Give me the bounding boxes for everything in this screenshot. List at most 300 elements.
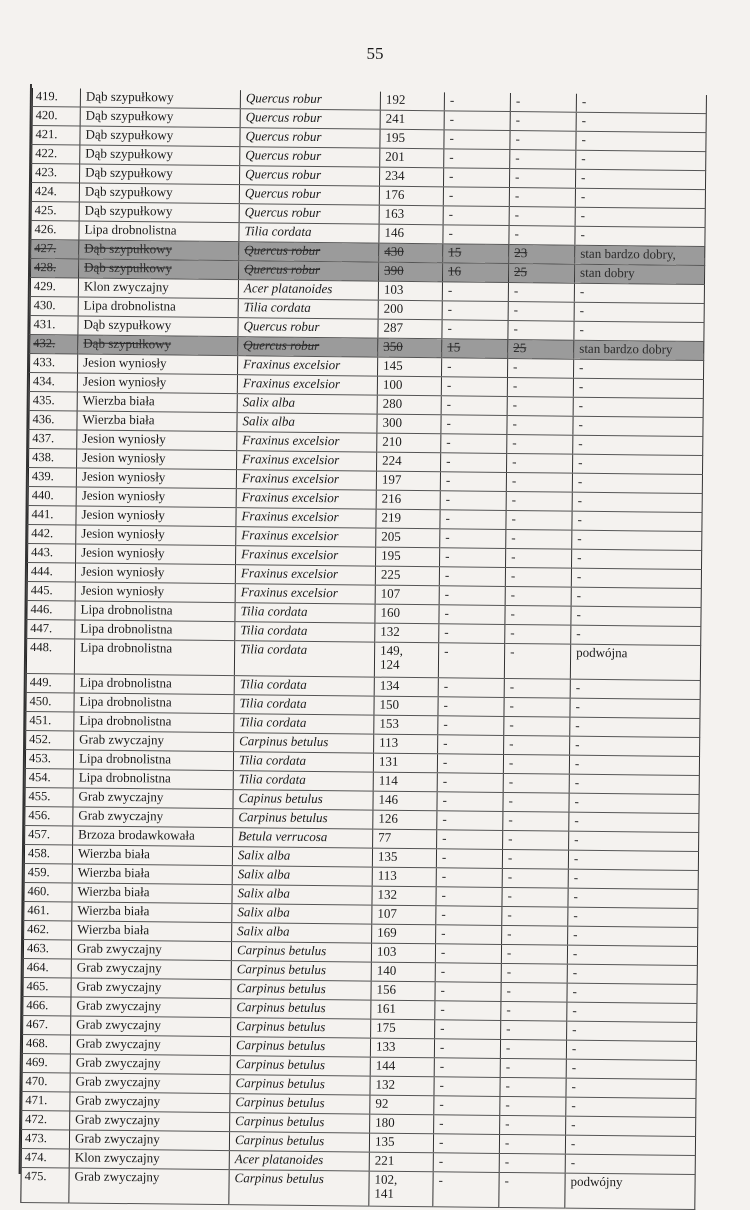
tree-name-latin: Salix alba bbox=[232, 866, 372, 886]
tree-height: - bbox=[438, 735, 504, 755]
tree-height: - bbox=[440, 529, 506, 549]
trunk-circumference: 300 bbox=[377, 414, 441, 434]
trunk-circumference: 77 bbox=[373, 829, 437, 849]
crown-diameter: - bbox=[507, 434, 573, 454]
crown-diameter: - bbox=[507, 377, 573, 397]
tree-condition-note: - bbox=[573, 435, 703, 455]
tree-number: 437. bbox=[29, 429, 77, 449]
tree-name-polish: Grab zwyczajny bbox=[73, 807, 233, 828]
tree-height: 15 bbox=[443, 244, 509, 264]
tree-name-polish: Lipa drobnolistna bbox=[78, 297, 238, 318]
trunk-circumference: 103 bbox=[378, 281, 442, 301]
tree-name-polish: Grab zwyczajny bbox=[74, 731, 234, 752]
tree-name-polish: Dąb szypułkowy bbox=[80, 126, 240, 147]
tree-name-polish: Jesion wyniosły bbox=[77, 449, 237, 470]
tree-number: 439. bbox=[28, 467, 76, 487]
tree-name-latin: Quercus robur bbox=[239, 242, 379, 262]
tree-condition-note: - bbox=[566, 1097, 696, 1117]
tree-number: 428. bbox=[31, 258, 79, 278]
crown-diameter: - bbox=[506, 529, 572, 549]
trunk-circumference: 131 bbox=[373, 753, 437, 773]
tree-condition-note: - bbox=[569, 831, 699, 851]
tree-number: 449. bbox=[26, 673, 74, 693]
tree-name-latin: Fraxinus excelsior bbox=[237, 375, 377, 395]
tree-height: 15 bbox=[442, 339, 508, 359]
tree-condition-note: - bbox=[571, 625, 701, 645]
tree-name-polish: Jesion wyniosły bbox=[76, 506, 236, 527]
tree-name-polish: Dąb szypułkowy bbox=[79, 240, 239, 261]
trunk-circumference: 92 bbox=[370, 1095, 434, 1115]
tree-condition-note: - bbox=[572, 473, 702, 493]
tree-condition-note: - bbox=[576, 94, 706, 114]
tree-name-latin: Fraxinus excelsior bbox=[236, 470, 376, 490]
tree-height: - bbox=[434, 1058, 500, 1078]
tree-name-latin: Carpinus betulus bbox=[231, 1018, 371, 1038]
tree-number: 434. bbox=[29, 372, 77, 392]
tree-height: - bbox=[440, 472, 506, 492]
tree-name-latin: Quercus robur bbox=[239, 185, 379, 205]
tree-name-polish: Dąb szypułkowy bbox=[78, 335, 238, 356]
tree-height: - bbox=[435, 982, 501, 1002]
trunk-circumference: 219 bbox=[376, 509, 440, 529]
crown-diameter: - bbox=[506, 491, 572, 511]
tree-condition-note: stan bardzo dobry, bbox=[575, 245, 705, 265]
trunk-circumference: 241 bbox=[380, 110, 444, 130]
crown-diameter: - bbox=[499, 1134, 565, 1154]
tree-number: 435. bbox=[29, 391, 77, 411]
trunk-circumference: 145 bbox=[378, 357, 442, 377]
tree-number: 468. bbox=[22, 1034, 70, 1054]
trunk-circumference: 169 bbox=[372, 924, 436, 944]
tree-height: - bbox=[437, 754, 503, 774]
trunk-circumference: 225 bbox=[375, 566, 439, 586]
tree-name-latin: Carpinus betulus bbox=[231, 942, 371, 962]
tree-height: - bbox=[441, 396, 507, 416]
tree-height: - bbox=[435, 1020, 501, 1040]
tree-number: 470. bbox=[22, 1072, 70, 1092]
tree-condition-note: - bbox=[573, 378, 703, 398]
tree-number: 429. bbox=[30, 277, 78, 297]
tree-name-latin: Fraxinus excelsior bbox=[235, 584, 375, 604]
tree-name-polish: Wierzba biała bbox=[77, 411, 237, 432]
crown-diameter: - bbox=[508, 320, 574, 340]
tree-name-latin: Salix alba bbox=[237, 394, 377, 414]
crown-diameter: - bbox=[504, 735, 570, 755]
tree-name-latin: Fraxinus excelsior bbox=[236, 508, 376, 528]
crown-diameter: - bbox=[499, 1172, 565, 1208]
tree-height: - bbox=[441, 377, 507, 397]
tree-condition-note: - bbox=[566, 1059, 696, 1079]
tree-name-polish: Jesion wyniosły bbox=[75, 582, 235, 603]
tree-name-polish: Jesion wyniosły bbox=[76, 487, 236, 508]
tree-number: 440. bbox=[28, 486, 76, 506]
tree-condition-note: - bbox=[576, 131, 706, 151]
crown-diameter: - bbox=[505, 624, 571, 644]
tree-condition-note: - bbox=[570, 698, 700, 718]
tree-name-latin: Tilia cordata bbox=[234, 641, 374, 677]
trunk-circumference: 195 bbox=[376, 547, 440, 567]
tree-inventory-table-wrapper bbox=[20, 88, 706, 1210]
tree-condition-note: - bbox=[565, 1154, 695, 1174]
trunk-circumference-second: 141 bbox=[374, 1185, 395, 1201]
tree-condition-note: - bbox=[571, 568, 701, 588]
tree-height: - bbox=[444, 111, 510, 131]
tree-number: 441. bbox=[28, 505, 76, 525]
crown-diameter: - bbox=[504, 697, 570, 717]
tree-height: - bbox=[435, 963, 501, 983]
tree-condition-note: - bbox=[575, 188, 705, 208]
crown-diameter: - bbox=[510, 131, 576, 151]
crown-diameter: - bbox=[501, 982, 567, 1002]
tree-condition-note: - bbox=[568, 888, 698, 908]
tree-number: 426. bbox=[31, 220, 79, 240]
crown-diameter: - bbox=[506, 453, 572, 473]
crown-diameter: - bbox=[502, 906, 568, 926]
trunk-circumference-second: 124 bbox=[379, 656, 400, 672]
tree-name-latin: Tilia cordata bbox=[239, 223, 379, 243]
tree-height: - bbox=[433, 1134, 499, 1154]
tree-name-polish: Dąb szypułkowy bbox=[80, 89, 240, 109]
tree-height: - bbox=[441, 415, 507, 435]
tree-condition-note: stan bardzo dobry bbox=[574, 340, 704, 360]
tree-height: - bbox=[433, 1153, 499, 1173]
tree-name-polish: Grab zwyczajny bbox=[69, 1168, 229, 1205]
tree-height: - bbox=[434, 1115, 500, 1135]
tree-name-polish: Dąb szypułkowy bbox=[79, 183, 239, 204]
tree-name-latin: Fraxinus excelsior bbox=[238, 356, 378, 376]
tree-name-polish: Jesion wyniosły bbox=[76, 544, 236, 565]
tree-number: 452. bbox=[26, 730, 74, 750]
tree-number: 460. bbox=[24, 882, 72, 902]
tree-name-latin: Tilia cordata bbox=[233, 752, 373, 772]
tree-condition-note: - bbox=[575, 169, 705, 189]
tree-condition-note: - bbox=[576, 150, 706, 170]
tree-condition-note: - bbox=[570, 717, 700, 737]
tree-number: 474. bbox=[21, 1148, 69, 1168]
tree-condition-note: - bbox=[567, 964, 697, 984]
tree-name-polish: Klon zwyczajny bbox=[78, 278, 238, 299]
crown-diameter: - bbox=[500, 1039, 566, 1059]
trunk-circumference bbox=[369, 1171, 433, 1207]
trunk-circumference: 175 bbox=[371, 1019, 435, 1039]
tree-height: - bbox=[437, 773, 503, 793]
tree-height: - bbox=[433, 1172, 499, 1208]
table-row bbox=[21, 1167, 695, 1209]
tree-name-polish: Lipa drobnolistna bbox=[74, 693, 234, 714]
tree-number: 473. bbox=[21, 1129, 69, 1149]
crown-diameter: - bbox=[505, 605, 571, 625]
tree-height: - bbox=[439, 605, 505, 625]
tree-name-latin: Carpinus betulus bbox=[231, 980, 371, 1000]
tree-condition-note: stan dobry bbox=[574, 264, 704, 284]
trunk-circumference: 135 bbox=[369, 1133, 433, 1153]
tree-number: 451. bbox=[26, 711, 74, 731]
tree-condition-note: - bbox=[572, 454, 702, 474]
tree-condition-note: - bbox=[569, 793, 699, 813]
tree-condition-note: - bbox=[575, 207, 705, 227]
tree-height: - bbox=[442, 282, 508, 302]
tree-condition-note: - bbox=[567, 1021, 697, 1041]
tree-name-latin: Salix alba bbox=[232, 904, 372, 924]
tree-name-latin: Capinus betulus bbox=[233, 790, 373, 810]
tree-name-polish: Dąb szypułkowy bbox=[80, 107, 240, 128]
tree-name-polish: Jesion wyniosły bbox=[78, 354, 238, 375]
tree-name-polish: Grab zwyczajny bbox=[70, 1111, 230, 1132]
tree-height: - bbox=[434, 1077, 500, 1097]
trunk-circumference: 146 bbox=[373, 791, 437, 811]
tree-name-latin: Acer platanoides bbox=[238, 280, 378, 300]
crown-diameter: - bbox=[507, 415, 573, 435]
tree-name-latin: Fraxinus excelsior bbox=[237, 451, 377, 471]
crown-diameter: - bbox=[509, 169, 575, 189]
tree-height: - bbox=[438, 678, 504, 698]
tree-number: 472. bbox=[22, 1110, 70, 1130]
tree-condition-note: - bbox=[574, 321, 704, 341]
trunk-circumference: 126 bbox=[373, 810, 437, 830]
tree-height: - bbox=[441, 434, 507, 454]
tree-name-latin: Carpinus betulus bbox=[230, 1037, 370, 1057]
tree-number: 433. bbox=[30, 353, 78, 373]
tree-name-polish: Grab zwyczajny bbox=[70, 1092, 230, 1113]
tree-height: - bbox=[442, 301, 508, 321]
tree-name-polish: Wierzba biała bbox=[72, 864, 232, 885]
tree-condition-note: - bbox=[572, 530, 702, 550]
tree-name-polish: Grab zwyczajny bbox=[71, 959, 231, 980]
tree-name-latin: Tilia cordata bbox=[235, 603, 375, 623]
crown-diameter: - bbox=[508, 283, 574, 303]
crown-diameter: - bbox=[505, 586, 571, 606]
tree-height: - bbox=[435, 1001, 501, 1021]
tree-height: - bbox=[436, 849, 502, 869]
trunk-circumference: 195 bbox=[380, 129, 444, 149]
tree-number: 459. bbox=[24, 863, 72, 883]
tree-condition-note: - bbox=[574, 302, 704, 322]
tree-height: - bbox=[436, 887, 502, 907]
tree-height: - bbox=[434, 1039, 500, 1059]
trunk-circumference: 156 bbox=[371, 981, 435, 1001]
trunk-circumference: 205 bbox=[376, 528, 440, 548]
crown-diameter: - bbox=[501, 963, 567, 983]
trunk-circumference: 234 bbox=[379, 167, 443, 187]
tree-number: 436. bbox=[29, 410, 77, 430]
crown-diameter: - bbox=[503, 754, 569, 774]
crown-diameter: - bbox=[503, 811, 569, 831]
tree-height: - bbox=[437, 811, 503, 831]
tree-name-polish: Grab zwyczajny bbox=[70, 1035, 230, 1056]
crown-diameter: - bbox=[500, 1115, 566, 1135]
tree-condition-note: - bbox=[569, 812, 699, 832]
tree-number: 458. bbox=[24, 844, 72, 864]
crown-diameter: - bbox=[508, 301, 574, 321]
tree-condition-note: podwójna bbox=[570, 644, 700, 680]
tree-number: 443. bbox=[28, 543, 76, 563]
trunk-circumference: 176 bbox=[379, 186, 443, 206]
tree-number: 444. bbox=[27, 562, 75, 582]
trunk-circumference: 153 bbox=[374, 715, 438, 735]
tree-number: 445. bbox=[27, 581, 75, 601]
crown-diameter: 25 bbox=[508, 339, 574, 359]
tree-name-polish: Jesion wyniosły bbox=[76, 468, 236, 489]
tree-name-latin: Salix alba bbox=[232, 885, 372, 905]
trunk-circumference: 201 bbox=[380, 148, 444, 168]
tree-height: - bbox=[435, 944, 501, 964]
tree-name-latin: Carpinus betulus bbox=[234, 733, 374, 753]
trunk-circumference: 146 bbox=[379, 224, 443, 244]
tree-height: - bbox=[440, 491, 506, 511]
tree-condition-note: - bbox=[568, 869, 698, 889]
tree-height: - bbox=[438, 716, 504, 736]
tree-height: - bbox=[439, 586, 505, 606]
tree-name-latin: Carpinus betulus bbox=[229, 1132, 369, 1152]
crown-diameter: - bbox=[510, 112, 576, 132]
trunk-circumference: 287 bbox=[378, 319, 442, 339]
trunk-circumference: 180 bbox=[370, 1114, 434, 1134]
tree-height: - bbox=[439, 567, 505, 587]
tree-condition-note: - bbox=[576, 112, 706, 132]
trunk-circumference: 197 bbox=[376, 471, 440, 491]
trunk-circumference: 107 bbox=[375, 585, 439, 605]
tree-name-polish: Lipa drobnolistna bbox=[73, 769, 233, 790]
tree-name-latin: Quercus robur bbox=[238, 318, 378, 338]
tree-number: 448. bbox=[26, 638, 74, 674]
crown-diameter: - bbox=[503, 792, 569, 812]
tree-name-polish: Grab zwyczajny bbox=[70, 1054, 230, 1075]
tree-number: 455. bbox=[25, 787, 73, 807]
tree-number: 467. bbox=[23, 1015, 71, 1035]
tree-condition-note: - bbox=[566, 1078, 696, 1098]
tree-height: - bbox=[443, 206, 509, 226]
tree-height: - bbox=[443, 225, 509, 245]
tree-name-polish: Lipa drobnolistna bbox=[79, 221, 239, 242]
tree-condition-note: - bbox=[567, 983, 697, 1003]
tree-name-polish: Grab zwyczajny bbox=[71, 978, 231, 999]
trunk-circumference-first: 102, bbox=[374, 1171, 398, 1187]
crown-diameter: - bbox=[510, 150, 576, 170]
tree-number: 438. bbox=[29, 448, 77, 468]
tree-name-polish: Lipa drobnolistna bbox=[74, 639, 234, 676]
tree-height: - bbox=[434, 1096, 500, 1116]
tree-name-latin: Salix alba bbox=[232, 923, 372, 943]
tree-number: 456. bbox=[25, 806, 73, 826]
tree-name-latin: Fraxinus excelsior bbox=[236, 546, 376, 566]
tree-number: 475. bbox=[21, 1167, 69, 1203]
crown-diameter: - bbox=[502, 868, 568, 888]
tree-name-polish: Klon zwyczajny bbox=[69, 1149, 229, 1170]
tree-name-polish: Lipa drobnolistna bbox=[74, 674, 234, 695]
tree-name-polish: Wierzba biała bbox=[72, 921, 232, 942]
tree-condition-note: - bbox=[569, 755, 699, 775]
tree-condition-note: - bbox=[571, 606, 701, 626]
tree-condition-note: - bbox=[565, 1135, 695, 1155]
tree-name-polish: Grab zwyczajny bbox=[71, 940, 231, 961]
tree-number: 471. bbox=[22, 1091, 70, 1111]
tree-number: 464. bbox=[23, 958, 71, 978]
crown-diameter: - bbox=[509, 188, 575, 208]
crown-diameter: 25 bbox=[508, 264, 574, 284]
trunk-circumference: 132 bbox=[375, 623, 439, 643]
tree-name-latin: Carpinus betulus bbox=[229, 1170, 369, 1206]
tree-name-latin: Carpinus betulus bbox=[230, 1056, 370, 1076]
tree-name-polish: Lipa drobnolistna bbox=[73, 750, 233, 771]
tree-condition-note: - bbox=[571, 587, 701, 607]
tree-name-latin: Quercus robur bbox=[239, 261, 379, 281]
tree-name-latin: Fraxinus excelsior bbox=[235, 565, 375, 585]
crown-diameter: - bbox=[507, 396, 573, 416]
crown-diameter: - bbox=[505, 567, 571, 587]
tree-height: - bbox=[444, 149, 510, 169]
crown-diameter: - bbox=[504, 643, 570, 679]
trunk-circumference: 114 bbox=[373, 772, 437, 792]
tree-name-polish: Dąb szypułkowy bbox=[80, 145, 240, 166]
tree-name-polish: Wierzba biała bbox=[72, 845, 232, 866]
tree-number: 453. bbox=[25, 749, 73, 769]
trunk-circumference: 216 bbox=[376, 490, 440, 510]
tree-name-latin: Quercus robur bbox=[238, 337, 378, 357]
trunk-circumference: 430 bbox=[379, 243, 443, 263]
tree-name-latin: Carpinus betulus bbox=[230, 1094, 370, 1114]
tree-number: 462. bbox=[24, 920, 72, 940]
tree-name-polish: Dąb szypułkowy bbox=[78, 316, 238, 337]
tree-name-latin: Quercus robur bbox=[239, 204, 379, 224]
crown-diameter: - bbox=[501, 1020, 567, 1040]
tree-name-latin: Tilia cordata bbox=[238, 299, 378, 319]
tree-number: 463. bbox=[23, 939, 71, 959]
tree-name-polish: Lipa drobnolistna bbox=[75, 620, 235, 641]
tree-height: - bbox=[439, 624, 505, 644]
trunk-circumference: 210 bbox=[377, 433, 441, 453]
tree-name-latin: Quercus robur bbox=[240, 90, 380, 110]
tree-number: 469. bbox=[22, 1053, 70, 1073]
tree-condition-note: - bbox=[572, 511, 702, 531]
crown-diameter: - bbox=[501, 1001, 567, 1021]
crown-diameter: - bbox=[506, 548, 572, 568]
tree-name-latin: Betula verrucosa bbox=[233, 828, 373, 848]
trunk-circumference: 200 bbox=[378, 300, 442, 320]
crown-diameter: 23 bbox=[509, 245, 575, 265]
tree-name-polish: Dąb szypułkowy bbox=[80, 164, 240, 185]
tree-condition-note: - bbox=[568, 850, 698, 870]
tree-condition-note: - bbox=[570, 679, 700, 699]
trunk-circumference: 163 bbox=[379, 205, 443, 225]
tree-number: 432. bbox=[30, 334, 78, 354]
tree-name-polish: Grab zwyczajny bbox=[73, 788, 233, 809]
tree-condition-note: - bbox=[573, 397, 703, 417]
tree-height: - bbox=[437, 830, 503, 850]
tree-name-polish: Grab zwyczajny bbox=[70, 1073, 230, 1094]
trunk-circumference: 132 bbox=[370, 1076, 434, 1096]
tree-height: - bbox=[444, 130, 510, 150]
tree-name-latin: Carpinus betulus bbox=[231, 961, 371, 981]
tree-name-polish: Jesion wyniosły bbox=[76, 525, 236, 546]
tree-condition-note: - bbox=[575, 226, 705, 246]
tree-name-latin: Quercus robur bbox=[240, 109, 380, 129]
tree-number: 466. bbox=[23, 996, 71, 1016]
tree-number: 442. bbox=[28, 524, 76, 544]
tree-name-latin: Quercus robur bbox=[240, 147, 380, 167]
trunk-circumference: 103 bbox=[371, 943, 435, 963]
tree-inventory-table bbox=[20, 88, 707, 1210]
crown-diameter: - bbox=[504, 716, 570, 736]
trunk-circumference: 161 bbox=[371, 1000, 435, 1020]
crown-diameter: - bbox=[502, 887, 568, 907]
tree-condition-note: - bbox=[572, 492, 702, 512]
crown-diameter: - bbox=[501, 944, 567, 964]
tree-number: 419. bbox=[32, 88, 80, 107]
tree-condition-note: - bbox=[570, 736, 700, 756]
crown-diameter: - bbox=[500, 1058, 566, 1078]
tree-height: - bbox=[440, 510, 506, 530]
crown-diameter: - bbox=[507, 358, 573, 378]
